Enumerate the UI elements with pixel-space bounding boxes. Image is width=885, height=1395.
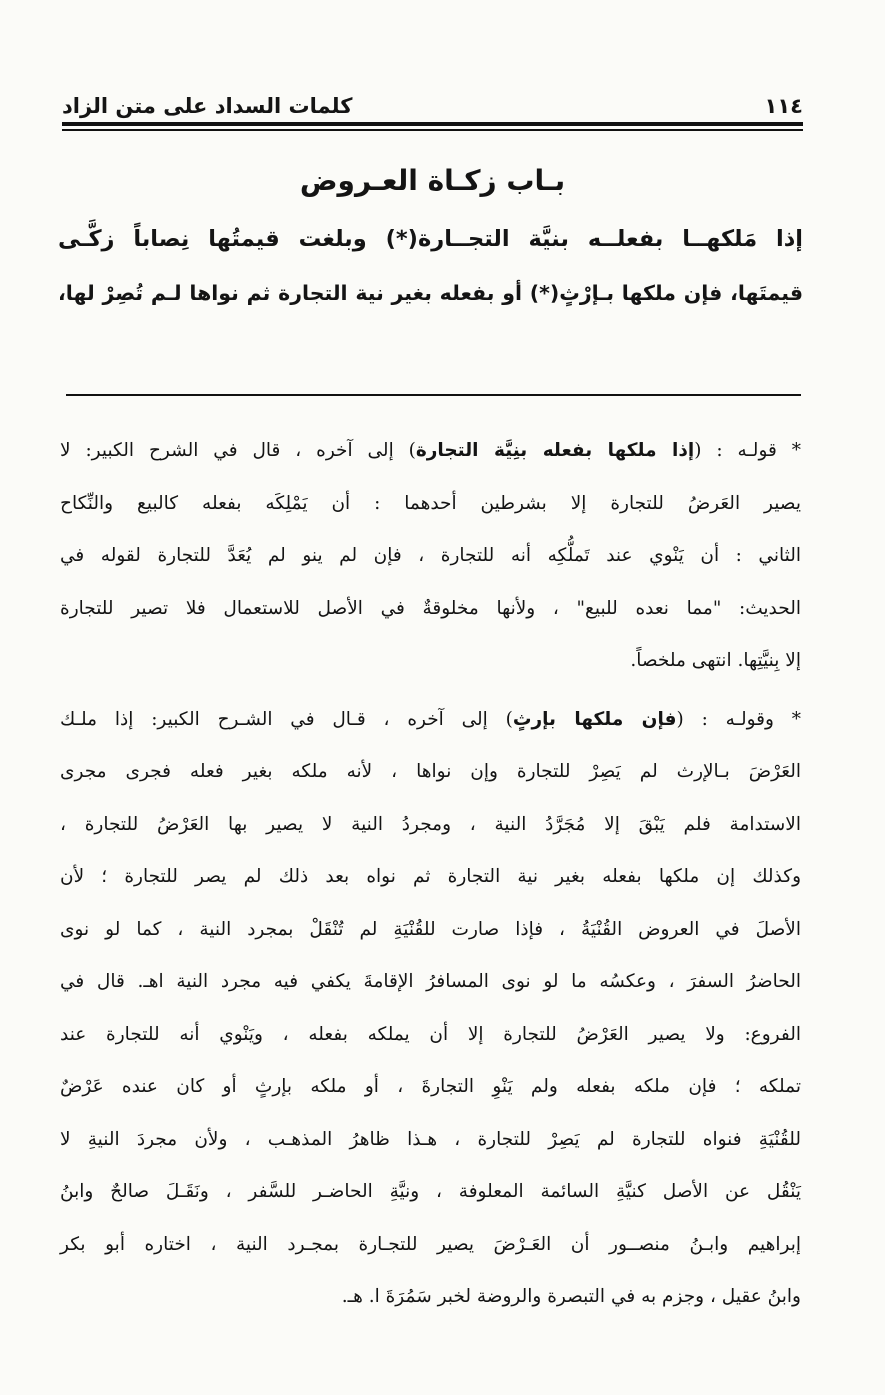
book-title: كلمات السداد على متن الزاد: [62, 94, 353, 118]
main-text-line: إذا مَلكهــا بفعلــه بنيَّة التجــارة(*) وبلغت قيمتُها نِصاباً زكَّـى: [58, 226, 803, 252]
page-number: ١١٤: [764, 94, 803, 118]
note-line: للقُنْيَةِ فنواه للتجارة لم يَصِرْ للتجارة ، هـذا ظاهرُ المذهـب ، ولأن مجردَ النيةِ لا: [60, 1128, 801, 1150]
note-line: العَرْضَ بـالإرث لم يَصِرْ للتجارة وإن نواها ، لأنه ملكه بغير فعله فجرى مجرى: [60, 761, 801, 782]
note-1-first-line: [60, 425, 801, 478]
note-quote: إذا ملكها بفعله بنِيَّة التجارة: [415, 440, 695, 461]
note-line: يَنْقُل عن الأصل كنيَّةِ السائمة المعلوفة ، ونيَّةِ الحاضـر للسَّفر ، ونَقَـلَ صالحٌ وابنُ: [60, 1181, 801, 1202]
main-text: [58, 212, 803, 320]
header-rule-thin: [62, 129, 803, 131]
note-line: الحاضرُ السفرَ ، وعكسُه ما لو نوى المسافرُ الإقامةَ يكفي فيه مجرد النية اهـ. قال في: [60, 971, 801, 992]
note-text: ) إلى آخره ، قـال في الشـرح الكبير: إذا ملـك: [60, 708, 513, 730]
note-line: يصير العَرضُ للتجارة إلا بشرطين أحدهما : أن يَمْلِكَه بفعله كالبيع والنِّكاح: [60, 492, 801, 514]
note-line: إلا بِنيَّتِها. انتهى ملخصاً.: [630, 650, 801, 671]
note-line: الفروع: ولا يصير العَرْضُ للتجارة إلا أن يملكه بفعله ، ويَنْوي أنه للتجارة عند: [60, 1023, 801, 1045]
note-line: تملكه ؛ فإن ملكه بفعله ولم يَنْوِ التجارةَ ، أو ملكه بإرثٍ أو كان عنده عَرْضٌ: [60, 1076, 801, 1097]
note-line: إبراهيم وابـنُ منصــور أن العَـرْضَ يصير للتجـارة بمجـرد النية ، اختاره أبو بكر: [60, 1233, 801, 1255]
note-marker: * وقولـه : (: [676, 708, 801, 730]
note-text: ) إلى آخره ، قال في الشرح الكبير: لا: [60, 440, 416, 461]
note-line: الأصلَ في العروض القُنْيَةُ ، فإذا صارت للقُنْيَةِ لم تُنْقَلْ بمجرد النية ، كما لو نوى: [60, 918, 801, 940]
note-quote: فإن ملكها بإرثٍ: [512, 708, 677, 730]
note-line: الحديث: "مما نعده للبيع" ، ولأنها مخلوقةٌ في الأصل للاستعمال فلا تصير للتجارة: [60, 597, 801, 619]
note-line: وكذلك إن ملكها بفعله بغير نية التجارة ثم نواه بعد ذلك لم يصر للتجارة ؛ لأن: [60, 866, 801, 887]
running-header: [62, 84, 803, 118]
footnotes: [60, 425, 801, 1324]
chapter-title: بـاب زكـاة العـروض: [299, 164, 566, 197]
footnote-separator: [66, 394, 801, 396]
main-text-line: قيمتَها، فإن ملكها بـإرْثٍ(*) أو بفعله بغير نية التجارة ثم نواها لـم تُصِرْ لها،: [58, 281, 803, 305]
note-2-first-line: [60, 694, 801, 747]
note-line: وابنُ عقيل ، وجزم به في التبصرة والروضة لخبر سَمُرَةَ ا. هـ.: [341, 1286, 801, 1307]
note-marker: * قولـه : (: [694, 440, 801, 461]
header-rule-thick: [62, 122, 803, 126]
note-line: الاستدامة فلم يَبْقَ إلا مُجَرَّدُ النية ، ومجردُ النية لا يصير بها العَرْضُ للتجارة ،: [60, 813, 801, 835]
note-line: الثاني : أن يَنْوي عند تَملُّكِه أنه للتجارة ، فإن لم ينو لم يُعَدَّ للتجارة لقوله في: [60, 545, 801, 566]
